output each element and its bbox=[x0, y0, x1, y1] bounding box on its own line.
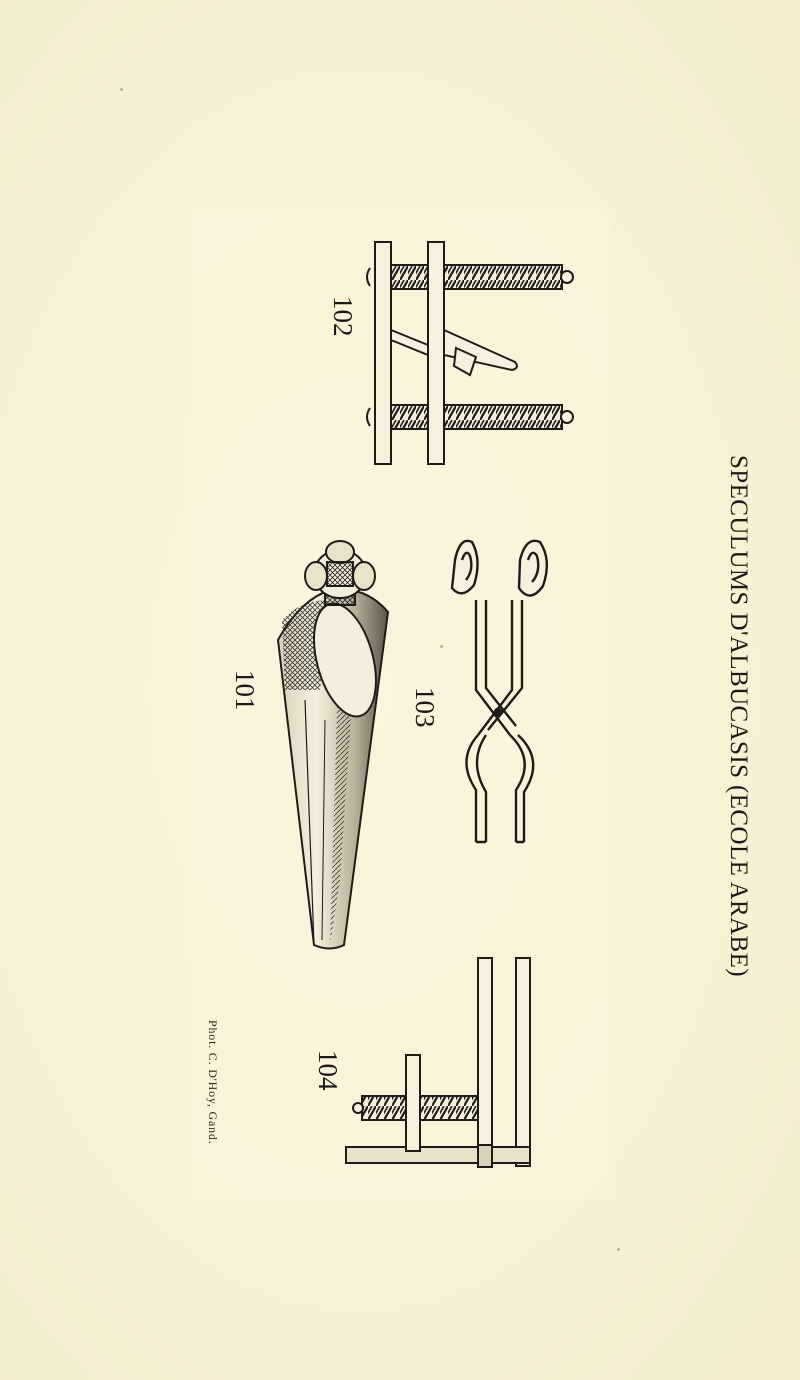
figure-number-101: 101 bbox=[230, 670, 260, 711]
speculum-figure-104 bbox=[346, 958, 530, 1167]
plate-title: SPECULUMS D'ALBUCASIS (ECOLE ARABE) bbox=[725, 455, 752, 978]
speculum-figure-102 bbox=[367, 242, 573, 464]
speculum-figure-103 bbox=[452, 541, 547, 842]
speculum-figure-101 bbox=[278, 541, 388, 949]
figure-number-103: 103 bbox=[410, 687, 440, 728]
figure-number-102: 102 bbox=[328, 296, 358, 337]
figure-number-104: 104 bbox=[313, 1050, 343, 1091]
photo-credit: Phot. C. D'Hoy, Gand. bbox=[206, 1020, 220, 1145]
